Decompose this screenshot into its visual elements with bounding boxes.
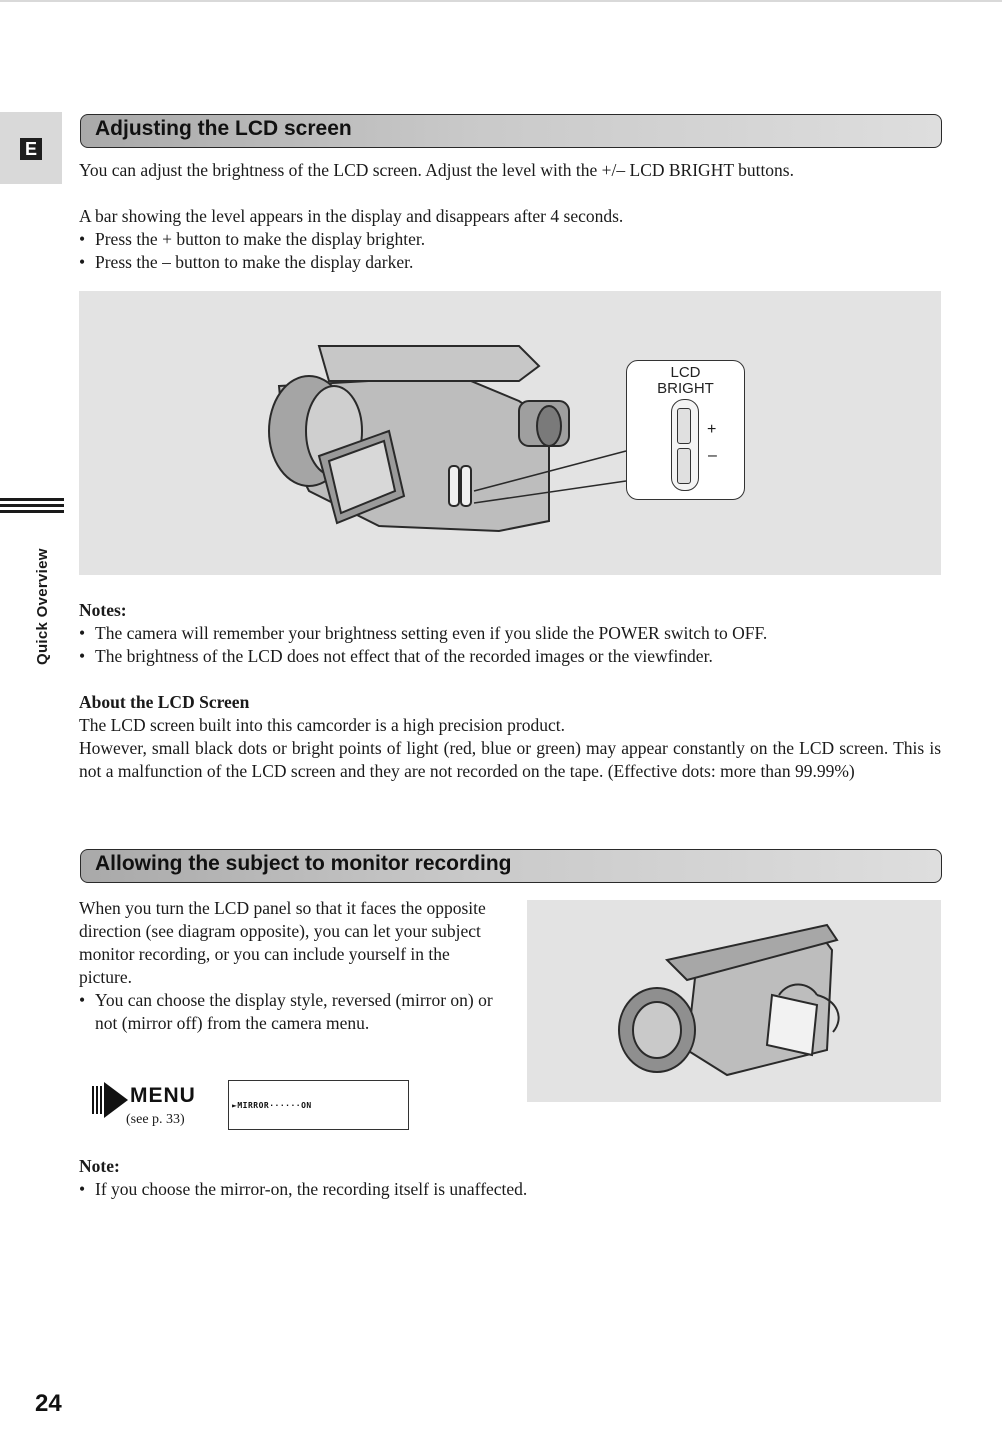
section-marker-line bbox=[0, 498, 64, 501]
camcorder-side-illustration bbox=[79, 291, 941, 575]
note-item: • The brightness of the LCD does not effect that of the recorded images or the viewfinder. bbox=[79, 645, 959, 668]
menu-display-box bbox=[228, 1080, 409, 1130]
callout-label-line2: BRIGHT bbox=[657, 380, 714, 397]
menu-page-reference: (see p. 33) bbox=[126, 1112, 185, 1127]
section-marker-line bbox=[0, 510, 64, 513]
menu-display-text: ►MIRROR······ON bbox=[232, 1101, 312, 1110]
section-header-lcd bbox=[80, 114, 942, 148]
lcd-bright-rocker bbox=[671, 399, 699, 491]
section-side-label: Quick Overview bbox=[34, 548, 51, 665]
section-title: Allowing the subject to monitor recording bbox=[95, 852, 512, 875]
note-item: • The camera will remember your brightness setting even if you slide the POWER switch to OFF. bbox=[79, 622, 959, 645]
callout-label-line1: LCD bbox=[670, 364, 701, 381]
notes-block bbox=[79, 599, 959, 668]
monitor-paragraph: When you turn the LCD panel so that it faces the opposite direction (see diagram opposite), you can let your subject monitor recording, or you can include yourself in the picture. bbox=[79, 898, 486, 987]
camcorder-illustration-panel bbox=[79, 291, 941, 575]
top-edge-rule bbox=[0, 0, 1002, 2]
about-text: However, small black dots or bright points of light (red, blue or green) may appear constantly on the LCD screen. This is not a malfunction of the LCD screen and they are not recorded on the tape. (Effective dots: more than 99.99%) bbox=[79, 738, 941, 781]
note-block bbox=[79, 1155, 939, 1201]
menu-arrow-icon bbox=[92, 1080, 128, 1120]
minus-key bbox=[677, 448, 691, 484]
menu-label: MENU bbox=[130, 1084, 196, 1107]
note-item: • If you choose the mirror-on, the recording itself is unaffected. bbox=[79, 1178, 939, 1201]
page-number: 24 bbox=[35, 1390, 62, 1417]
section-header-monitor bbox=[80, 849, 942, 883]
instruction-block bbox=[79, 205, 949, 274]
plus-key bbox=[677, 408, 691, 444]
intro-paragraph: You can adjust the brightness of the LCD screen. Adjust the level with the +/– LCD BRIGHT buttons. bbox=[79, 160, 794, 180]
about-lcd-block bbox=[79, 691, 941, 783]
bullet-brighter: • Press the + button to make the display brighter. bbox=[79, 228, 949, 251]
section-marker-line bbox=[0, 504, 64, 507]
lcd-bright-callout bbox=[626, 360, 745, 500]
monitor-body-block bbox=[79, 897, 499, 1035]
mirror-bullet: • You can choose the display style, reversed (mirror on) or not (mirror off) from the camera menu. bbox=[79, 989, 499, 1035]
minus-symbol: – bbox=[708, 447, 717, 464]
bullet-darker: • Press the – button to make the display darker. bbox=[79, 251, 949, 274]
callout-label bbox=[627, 365, 744, 397]
plus-symbol: + bbox=[707, 421, 717, 438]
about-heading: About the LCD Screen bbox=[79, 692, 250, 712]
about-text: The LCD screen built into this camcorder is a high precision product. bbox=[79, 715, 565, 735]
section-title: Adjusting the LCD screen bbox=[95, 117, 352, 140]
camcorder-front-illustration-panel bbox=[527, 900, 941, 1102]
notes-heading: Notes: bbox=[79, 600, 127, 620]
language-letter: E bbox=[20, 138, 42, 160]
note-heading: Note: bbox=[79, 1156, 120, 1176]
camcorder-front-illustration bbox=[527, 900, 941, 1102]
bar-description: A bar showing the level appears in the display and disappears after 4 seconds. bbox=[79, 206, 624, 226]
